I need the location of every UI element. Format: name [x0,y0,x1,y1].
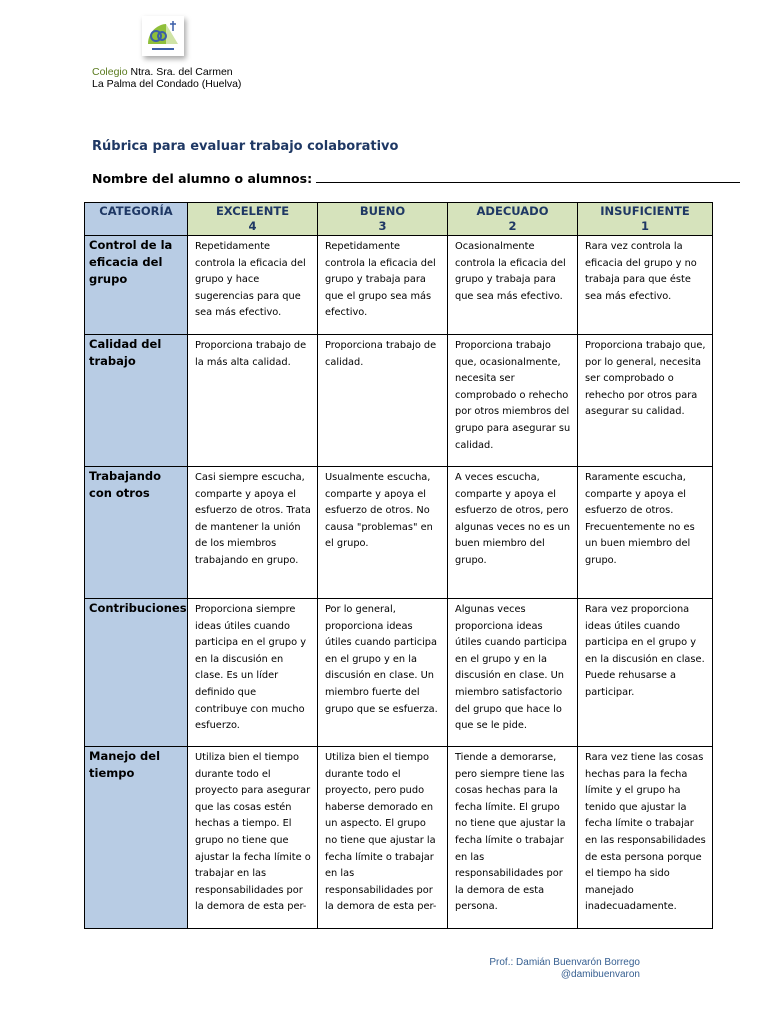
level-name: INSUFICIENTE [600,204,690,218]
descriptor-cell: Repetidamente controla la eficacia del grupo y trabaja para que el grupo sea más efectivo. [318,236,448,335]
level-score: 4 [248,219,257,233]
descriptor-cell: Utiliza bien el tiempo durante todo el proyecto, pero pudo haberse demorado en un aspecto. El grupo no tiene que ajustar la fecha límite o trabajar en las responsabilidades por la demora de esta per- [318,747,448,929]
school-brand: Colegio [92,66,128,78]
category-cell: Manejo del tiempo [85,747,188,929]
level-header-adecuado [448,203,578,236]
descriptor-cell: Proporciona trabajo que, por lo general, necesita ser comprobado o rehecho por otros para asegurar su calidad. [578,335,713,467]
student-name-line [92,171,740,186]
student-name-label: Nombre del alumno o alumnos: [92,171,313,186]
level-name: ADECUADO [476,204,549,218]
rubric-table [84,202,713,929]
descriptor-cell: Proporciona siempre ideas útiles cuando participa en el grupo y en la discusión en clase. Es un líder definido que contribuye con mucho esfuerzo. [188,599,318,747]
category-header: CATEGORÍA [85,203,188,236]
school-info [92,66,241,90]
descriptor-cell: Usualmente escucha, comparte y apoya el esfuerzo de otros. No causa "problemas" en el grupo. [318,467,448,599]
descriptor-cell: Tiende a demorarse, pero siempre tiene las cosas hechas para la fecha límite. El grupo no tiene que ajustar la fecha límite o trabajar en las responsabilidades por la demora de esta persona. [448,747,578,929]
level-score: 1 [640,219,649,233]
footer-handle: @damibuenvaron [560,969,640,980]
school-location: La Palma del Condado (Huelva) [92,78,242,90]
rubric-row-calidad [85,335,713,467]
level-name: BUENO [359,204,406,218]
school-name [92,66,241,78]
page-footer [489,957,640,981]
level-header-insuficiente [578,203,713,236]
level-header-excelente [188,203,318,236]
descriptor-cell: Por lo general, proporciona ideas útiles cuando participa en el grupo y en la discusión en clase. Un miembro fuerte del grupo que se esfuerza. [318,599,448,747]
descriptor-cell: Proporciona trabajo de calidad. [318,335,448,467]
descriptor-cell: Casi siempre escucha, comparte y apoya el esfuerzo de otros. Trata de mantener la unión de los miembros trabajando en grupo. [188,467,318,599]
rubric-row-tiempo [85,747,713,929]
level-score: 2 [508,219,517,233]
rubric-row-control [85,236,713,335]
category-cell: Trabajando con otros [85,467,188,599]
document-title: Rúbrica para evaluar trabajo colaborativo [92,139,399,154]
descriptor-cell: Proporciona trabajo de la más alta calidad. [188,335,318,467]
level-header-bueno [318,203,448,236]
descriptor-cell: Rara vez proporciona ideas útiles cuando participa en el grupo y en la discusión en clase. Puede rehusarse a participar. [578,599,713,747]
descriptor-cell: Utiliza bien el tiempo durante todo el proyecto para asegurar que las cosas estén hechas a tiempo. El grupo no tiene que ajustar la fecha límite o trabajar en las responsabilidades por la demora de esta per- [188,747,318,929]
category-cell: Calidad del trabajo [85,335,188,467]
descriptor-cell: Raramente escucha, comparte y apoya el esfuerzo de otros. Frecuentemente no es un buen miembro del grupo. [578,467,713,599]
descriptor-cell: Repetidamente controla la eficacia del grupo y hace sugerencias para que sea más efectivo. [188,236,318,335]
category-cell: Contribuciones [85,599,188,747]
rubric-row-contribuciones [85,599,713,747]
student-name-blank[interactable] [316,171,740,183]
level-name: EXCELENTE [215,204,290,218]
rubric-header-row [85,203,713,236]
school-name-rest: Ntra. Sra. del Carmen [127,66,233,78]
school-logo-icon [142,16,184,56]
descriptor-cell: Rara vez tiene las cosas hechas para la fecha límite y el grupo ha tenido que ajustar la fecha límite o trabajar en las responsabilidades de esta persona porque el tiempo ha sido manejado inadecuadamente. [578,747,713,929]
level-score: 3 [378,219,387,233]
descriptor-cell: Ocasionalmente controla la eficacia del grupo y trabaja para que sea más efectivo. [448,236,578,335]
descriptor-cell: A veces escucha, comparte y apoya el esfuerzo de otros, pero algunas veces no es un buen miembro del grupo. [448,467,578,599]
footer-author: Prof.: Damián Buenvarón Borrego [489,957,640,968]
descriptor-cell: Proporciona trabajo que, ocasionalmente, necesita ser comprobado o rehecho por otros miembros del grupo para asegurar su calidad. [448,335,578,467]
category-cell: Control de la eficacia del grupo [85,236,188,335]
rubric-row-trabajando [85,467,713,599]
descriptor-cell: Rara vez controla la eficacia del grupo y no trabaja para que éste sea más efectivo. [578,236,713,335]
descriptor-cell: Algunas veces proporciona ideas útiles cuando participa en el grupo y en la discusión en clase. Un miembro satisfactorio del grupo que hace lo que se le pide. [448,599,578,747]
